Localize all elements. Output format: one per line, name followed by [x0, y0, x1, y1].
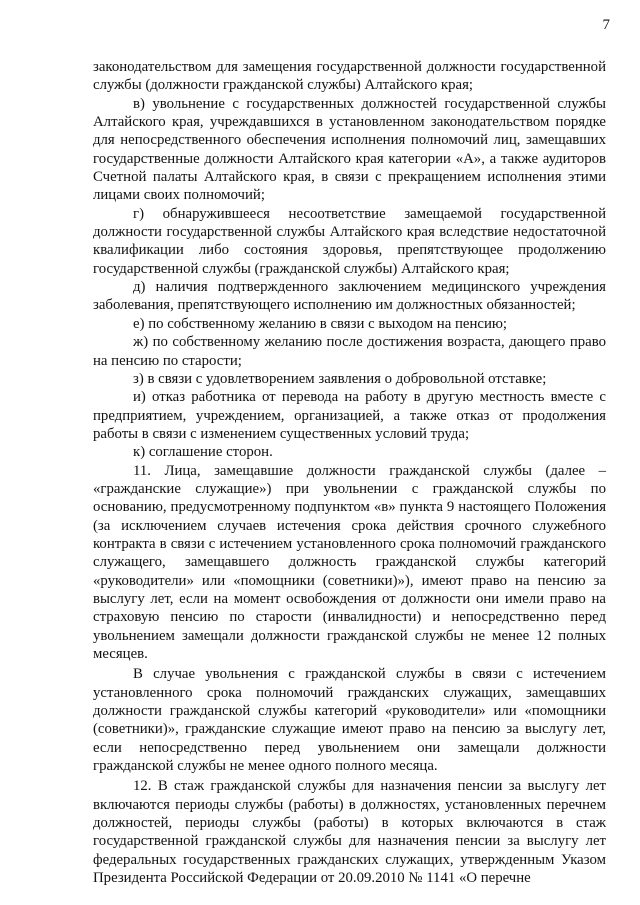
list-item-e: е) по собственному желанию в связи с выходом на пенсию; — [133, 315, 508, 332]
list-item-d: д) наличия подтвержденного заключением медицинского учреждения заболевания, препятствующего исполнению им должностных обязанностей; — [93, 279, 606, 314]
list-item-zh: ж) по собственному желанию после достижения возраста, дающего право на пенсию по старости; — [93, 334, 606, 369]
list-item-g: г) обнаружившееся несоответствие замещаемой государственной должности государственной службы Алтайского края вследствие недостаточной квалификации либо состояния здоровья, препятствующее продолжению государственной службы (гражданской службы) Алтайского края; — [93, 205, 606, 277]
clause-11-continuation: В случае увольнения с гражданской службы в связи с истечением установленного срока полномочий гражданских служащих, замещавших должности гражданской службы категорий «руководители» или «помощники (советники)», гражданские служащие имеют право на пенсию за выслугу лет, если непосредственно перед увольнением они замещали должности гражданской службы не менее одного полного месяца. — [93, 666, 606, 775]
page-number: 7 — [602, 17, 610, 33]
clause-11: 11. Лица, замещавшие должности гражданской службы (далее – «гражданские служащие») при увольнении с гражданской службы по основанию, предусмотренному подпунктом «в» пункта 9 настоящего Положения (за исключением случаев истечения срока действия срочного служебного контракта в связи с истечением установленного срока полномочий гражданского служащего, замещавшего должность гражданской службы категорий «руководители» или «помощники (советники)»), имеют право на пенсию за выслугу лет, если на момент освобождения от должности они имели право на страховую пенсию по старости (инвалидности) и непосредственно перед увольнением замещали должности гражданской службы не менее 12 полных месяцев. — [93, 462, 606, 662]
paragraph-continuation: законодательством для замещения государственной должности государственной службы (должности гражданской службы) Алтайского края; — [93, 59, 606, 94]
list-item-z: з) в связи с удовлетворением заявления о добровольной отставке; — [133, 370, 547, 387]
clause-12: 12. В стаж гражданской службы для назначения пенсии за выслугу лет включаются периоды службы (работы) в должностях, установленных перечнем должностей, периоды службы (работы) в которых включаются в стаж государственной гражданской службы для назначения пенсии за выслугу лет федеральных государственных гражданских служащих, утвержденным Указом Президента Российской Федерации от 20.09.2010 № 1141 «О перечне — [93, 778, 606, 887]
document-body — [93, 58, 606, 887]
list-item-v: в) увольнение с государственных должностей государственной службы Алтайского края, учреждавшихся в установленном законодательством порядке для непосредственного обеспечения исполнения полномочий лиц, замещавших государственные должности Алтайского края категории «А», а также аудиторов Счетной палаты Алтайского края, в связи с прекращением исполнения этими лицами своих полномочий; — [93, 95, 606, 204]
list-item-k: к) соглашение сторон. — [133, 444, 273, 461]
list-item-i: и) отказ работника от перевода на работу в другую местность вместе с предприятием, учреждением, организацией, а также отказ от продолжения работы в связи с изменением существенных условий труда; — [93, 389, 606, 442]
